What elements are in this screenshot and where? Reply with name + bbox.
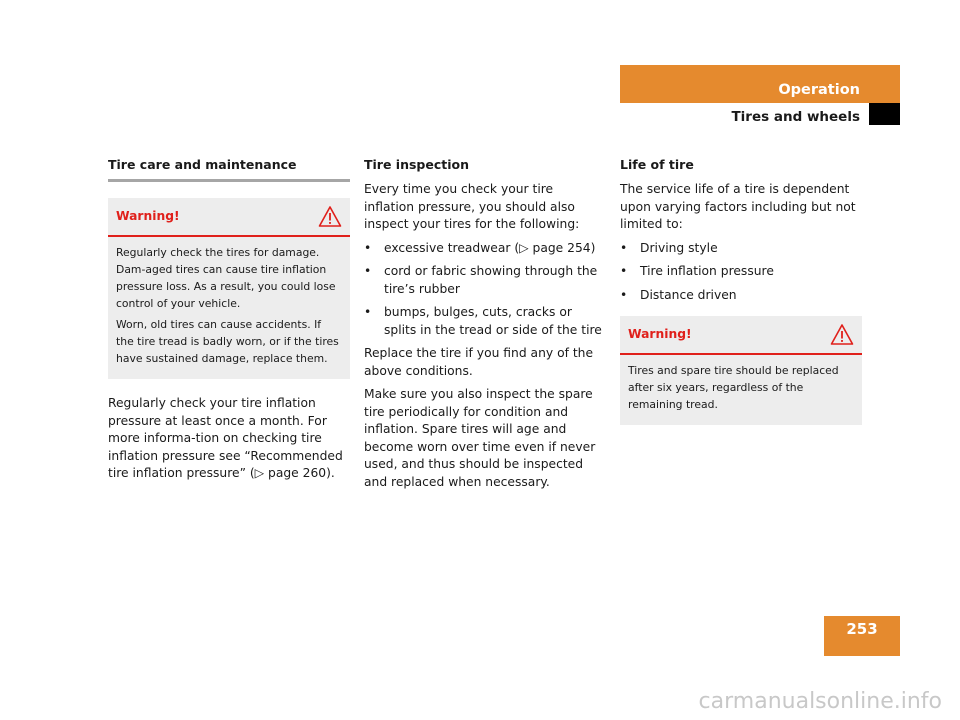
heading-rule (108, 179, 350, 182)
column-tire-inspection (364, 157, 606, 497)
warning-header (108, 198, 350, 237)
bullet-icon: • (364, 305, 372, 319)
warning-body (108, 237, 350, 367)
warning-triangle-icon (830, 323, 854, 347)
bullet-icon: • (620, 240, 628, 255)
warning-triangle-icon (318, 205, 342, 229)
heading-tire-inspection: Tire inspection (364, 157, 470, 172)
warning-title: Warning! (628, 326, 692, 341)
warning-box (620, 316, 862, 425)
bullet-icon: • (364, 240, 372, 255)
header-marker-block (869, 103, 900, 125)
heading-tire-care: Tire care and maintenance (108, 157, 297, 172)
warning-title: Warning! (116, 208, 180, 223)
warning-text: Worn, old tires can cause accidents. If the tire tread is badly worn, or if the tires have sustained damage, replace them. (116, 318, 339, 365)
page-number: 253 (824, 616, 900, 656)
body-text: Make sure you also inspect the spare tire periodically for condition and inflation. Spare tires will age and become worn over time even if never used, and thus should be inspected and replaced when necessary. (364, 387, 596, 489)
column-tire-care (108, 157, 350, 489)
bullet-icon: • (620, 287, 628, 302)
body-text: The service life of a tire is dependent upon varying factors including but not limited to: (620, 182, 856, 231)
list-item: • Tire inflation pressure (620, 263, 862, 281)
body-text: Replace the tire if you find any of the above conditions. (364, 346, 594, 378)
warning-box (108, 198, 350, 379)
factors-list (620, 240, 862, 305)
warning-body (620, 355, 862, 413)
list-item: • Distance driven (620, 287, 862, 305)
bullet-icon: • (620, 264, 628, 278)
warning-text: Tires and spare tire should be replaced after six years, regardless of the remaining tread. (628, 364, 839, 411)
heading-life-of-tire: Life of tire (620, 157, 694, 172)
watermark: carmanualsonline.info (698, 689, 942, 714)
list-item: • excessive treadwear (▷ page 254) (364, 240, 606, 258)
body-text: Regularly check your tire inflation pressure at least once a month. For more informa-tion on checking tire inflation pressure see “Recommended tire inflation pressure” (▷ page 260). (108, 396, 343, 480)
warning-header (620, 316, 862, 355)
warning-text: Regularly check the tires for damage. Dam-aged tires can cause tire inflation pressure loss. As a result, you could lose control of your vehicle. (116, 246, 336, 310)
column-life-of-tire (620, 157, 862, 441)
list-item: • bumps, bulges, cuts, cracks or splits in the tread or side of the tire (364, 305, 602, 337)
section-header (620, 65, 900, 103)
inspection-list (364, 240, 606, 340)
body-text: Every time you check your tire inflation pressure, you should also inspect your tires for the following: (364, 182, 580, 231)
subsection-title: Tires and wheels (731, 109, 860, 125)
bullet-icon: • (364, 264, 372, 278)
section-title: Operation (778, 82, 860, 98)
list-item: • Driving style (620, 240, 862, 258)
list-item: • cord or fabric showing through the tire’s rubber (364, 264, 598, 296)
